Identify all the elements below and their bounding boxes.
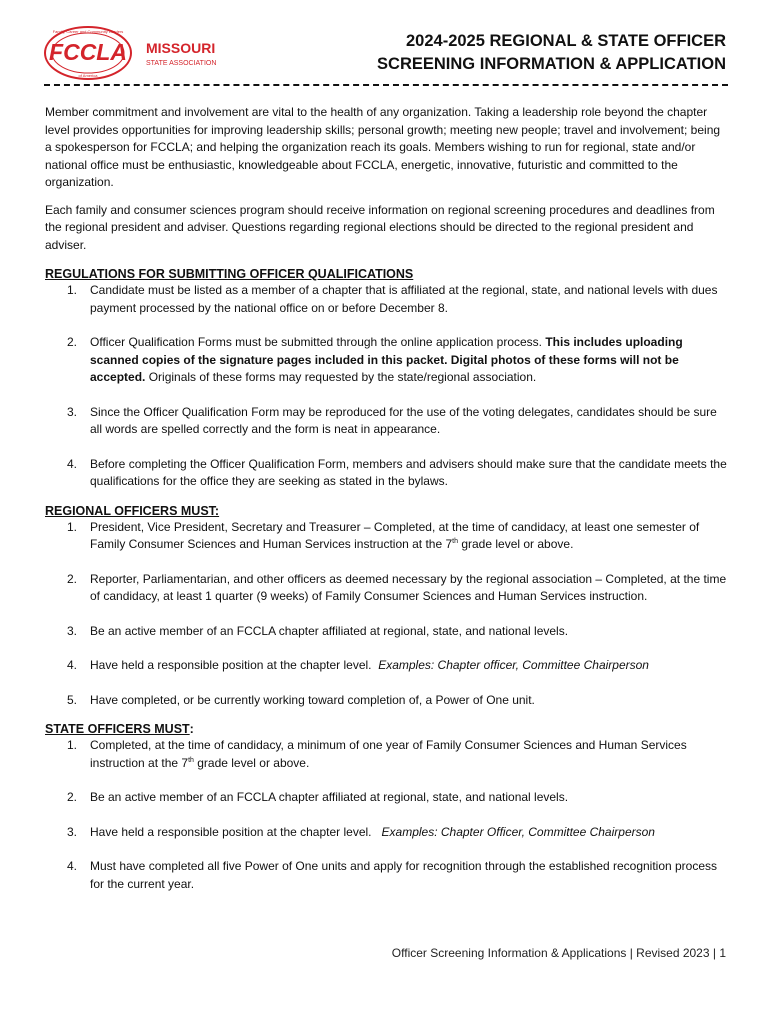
- regional-1-text: President, Vice President, Secretary and Treasurer – Completed, at the time of candidacy, at least one semester of Family Consumer Sciences and Human Services instruction at the 7: [90, 519, 700, 551]
- regional-4-examples: Examples: Chapter officer, Committee Chairperson: [378, 658, 649, 672]
- fccla-missouri-logo: [42, 24, 227, 82]
- state-1-text: Completed, at the time of candidacy, a minimum of one year of Family Consumer Sciences and Human Services instruction at the 7: [90, 738, 687, 770]
- logo-state-text: MISSOURI: [146, 40, 216, 56]
- page-footer: Officer Screening Information & Applications | Revised 2023 | 1: [391, 946, 726, 960]
- state-4-text: Must have completed all five Power of One units and apply for recognition through the established recognition process for the current year.: [90, 859, 718, 891]
- page-title: [306, 30, 726, 76]
- list-item: [45, 334, 728, 387]
- regulations-heading: REGULATIONS FOR SUBMITTING OFFICER QUALIFICATIONS: [45, 267, 414, 281]
- list-number: 4.: [67, 859, 78, 873]
- regional-1-sup: th: [452, 538, 458, 545]
- list-item: [45, 858, 728, 893]
- list-item: [45, 519, 728, 554]
- list-number: 3.: [67, 824, 78, 839]
- logo-ring-bottom-text: of America: [78, 73, 98, 78]
- logo-sub-text: STATE ASSOCIATION: [146, 60, 217, 67]
- document-body: [45, 104, 728, 893]
- list-number: 4.: [67, 456, 78, 471]
- regional-3-text: Be an active member of an FCCLA chapter affiliated at regional, state, and national levels.: [90, 623, 569, 638]
- regulation-2-text: Officer Qualification Forms must be submitted through the online application process.: [90, 335, 546, 349]
- list-item: [45, 737, 728, 772]
- state-2-text: Be an active member of an FCCLA chapter affiliated at regional, state, and national levels.: [90, 790, 569, 804]
- regulation-4-text: Before completing the Officer Qualification Form, members and advisers should make sure that the candidate meets the qualifications for the office they are seeking as stated in the bylaws.: [90, 456, 727, 488]
- list-number: 1.: [67, 738, 78, 752]
- regulation-3-text: Since the Officer Qualification Form may be reproduced for the use of the voting delegates, candidates should be sure all words are spelled correctly and the form is neat in appearance.: [90, 404, 717, 436]
- list-item: [45, 623, 728, 641]
- list-item: [45, 404, 728, 439]
- state-3-text: Have held a responsible position at the chapter level.: [90, 824, 382, 839]
- list-item: [45, 657, 728, 675]
- intro-paragraph-2: Each family and consumer sciences program should receive information on regional screening procedures and deadlines from the regional president and adviser. Questions regarding regional elections should be directed to the regional president and adviser.: [45, 202, 715, 252]
- intro-paragraph-1: Member commitment and involvement are vital to the health of any organization. Taking a leadership role beyond the chapter level provides opportunities for improving leadership skills; personal growth; meeting new people; travel and involvement; being a spokesperson for FCCLA; and helping the organization reach its goals. Members wishing to run for regional, state and/or national office must be enthusiastic, knowledgeable about FCCLA, energetic, innovative, futuristic and committed to the organization.: [45, 105, 721, 189]
- state-officers-heading-colon: :: [189, 722, 194, 736]
- regulation-2-bold-text: This includes uploading scanned copies of the signature pages included in this packet. Digital photos of these forms will not be accepted.: [90, 335, 683, 384]
- regulations-list: [45, 282, 728, 491]
- regional-2-text: Reporter, Parliamentarian, and other officers as deemed necessary by the regional association – Completed, at the time of candidacy, at least 1 quarter (9 weeks) of Family Consumer Sciences and Human Services instruction.: [90, 571, 727, 603]
- logo-ring-top-text: Family, Career and Community Leaders: [52, 29, 124, 34]
- list-item: [45, 789, 728, 807]
- list-item: [45, 571, 728, 606]
- state-officers-list: [45, 737, 728, 893]
- state-3-examples: Examples: Chapter Officer, Committee Chairperson: [381, 824, 655, 839]
- title-line-2: SCREENING INFORMATION & APPLICATION: [377, 55, 726, 73]
- list-number: 3.: [67, 623, 78, 638]
- list-number: 1.: [67, 283, 78, 297]
- list-item: [45, 824, 728, 842]
- state-1-text-end: grade level or above.: [193, 755, 310, 770]
- list-number: 4.: [67, 658, 78, 672]
- state-officers-heading: [45, 721, 728, 737]
- regional-officers-list: [45, 519, 728, 710]
- regional-officers-heading: REGIONAL OFFICERS MUST:: [45, 503, 220, 518]
- list-number: 1.: [67, 519, 78, 534]
- list-number: 2.: [67, 571, 78, 586]
- list-item: [45, 282, 728, 317]
- logo-fccla-text: FCCLA: [49, 39, 127, 65]
- list-item: [45, 456, 728, 491]
- regulation-2-end-text: Originals of these forms may requested by the state/regional association.: [145, 370, 537, 384]
- dashed-divider: [44, 84, 728, 98]
- state-officers-heading-text: STATE OFFICERS MUST: [45, 722, 190, 736]
- regional-1-text-end: grade level or above.: [458, 537, 574, 551]
- list-number: 3.: [67, 404, 78, 419]
- regional-5-text: Have completed, or be currently working toward completion of, a Power of One unit.: [90, 692, 535, 707]
- list-number: 2.: [67, 335, 78, 349]
- list-number: 2.: [67, 790, 78, 804]
- regional-4-text: Have held a responsible position at the chapter level.: [90, 658, 379, 672]
- list-number: 5.: [67, 692, 78, 707]
- list-item: [45, 692, 728, 710]
- state-1-sup: th: [188, 756, 194, 764]
- title-line-1: 2024-2025 REGIONAL & STATE OFFICER: [406, 32, 726, 50]
- regulation-1-text: Candidate must be listed as a member of a chapter that is affiliated at the regional, state, and national levels with dues payment processed by the national office on or before December 8.: [90, 283, 718, 315]
